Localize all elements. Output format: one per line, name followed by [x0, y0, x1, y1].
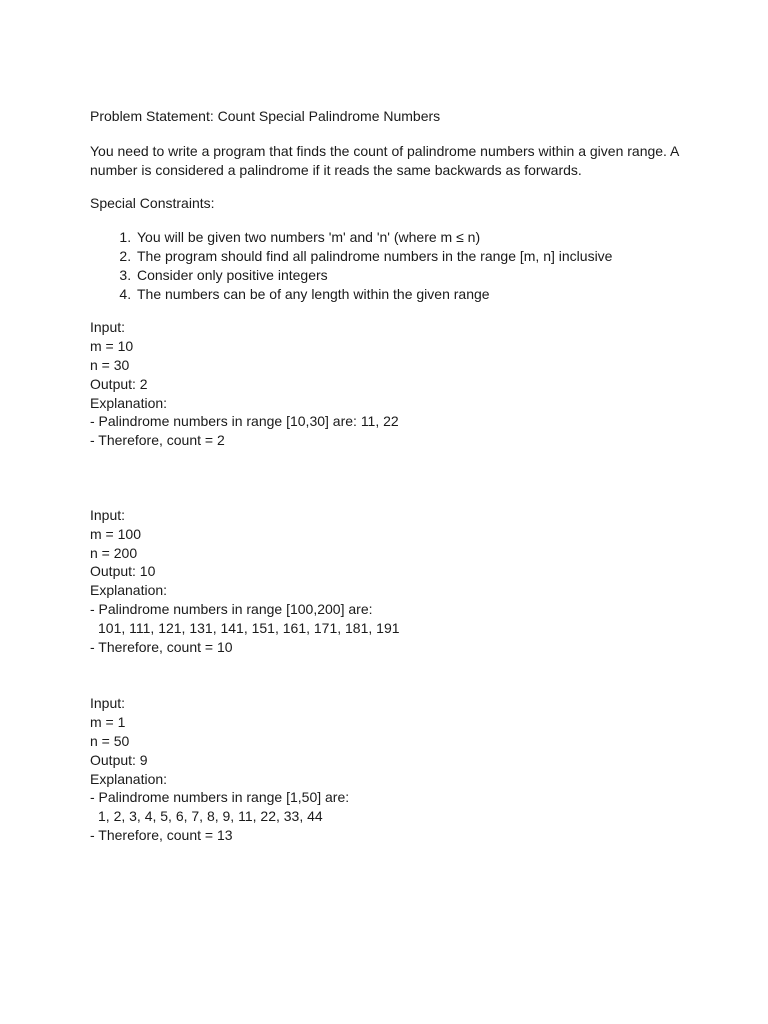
constraint-item: 3. Consider only positive integers	[135, 266, 690, 285]
explanation-line: - Palindrome numbers in range [100,200] are:	[90, 600, 373, 617]
input-n: n = 200	[90, 544, 138, 561]
explanation-therefore: - Therefore, count = 2	[90, 432, 225, 449]
constraint-item: 2. The program should find all palindrome numbers in the range [m, n] inclusive	[135, 247, 690, 266]
output-value: Output: 10	[90, 563, 156, 580]
constraints-list	[90, 228, 690, 303]
document-page	[90, 107, 690, 845]
explanation-line: - Palindrome numbers in range [10,30] are: 11, 22	[90, 413, 399, 430]
intro-paragraph	[90, 142, 690, 180]
explanation-label: Explanation:	[90, 582, 168, 599]
example-3	[90, 694, 690, 844]
intro-line: You need to write a program that finds the count of palindrome numbers within a given range. A	[90, 142, 680, 159]
constraints-heading: Special Constraints:	[90, 195, 215, 212]
constraint-item: 1. You will be given two numbers 'm' and 'n' (where m ≤ n)	[135, 228, 690, 247]
explanation-label: Explanation:	[90, 394, 168, 411]
explanation-therefore: - Therefore, count = 10	[90, 638, 233, 655]
input-label: Input:	[90, 319, 126, 336]
input-label: Input:	[90, 506, 126, 523]
input-n: n = 30	[90, 356, 130, 373]
explanation-label: Explanation:	[90, 770, 168, 787]
intro-line: number is considered a palindrome if it reads the same backwards as forwards.	[90, 161, 582, 178]
explanation-line: - Palindrome numbers in range [1,50] are:	[90, 789, 350, 806]
example-2	[90, 506, 690, 656]
input-label: Input:	[90, 695, 126, 712]
palindrome-list: 1, 2, 3, 4, 5, 6, 7, 8, 9, 11, 22, 33, 44	[98, 808, 323, 825]
input-n: n = 50	[90, 732, 130, 749]
example-1	[90, 318, 690, 450]
explanation-therefore: - Therefore, count = 13	[90, 826, 233, 843]
problem-title: Problem Statement: Count Special Palindrome Numbers	[90, 108, 441, 124]
output-value: Output: 2	[90, 375, 148, 392]
palindrome-list: 101, 111, 121, 131, 141, 151, 161, 171, 181, 191	[98, 619, 400, 636]
input-m: m = 1	[90, 714, 126, 731]
input-m: m = 10	[90, 338, 134, 355]
output-value: Output: 9	[90, 751, 148, 768]
input-m: m = 100	[90, 525, 141, 542]
constraint-item: 4. The numbers can be of any length within the given range	[135, 285, 690, 304]
